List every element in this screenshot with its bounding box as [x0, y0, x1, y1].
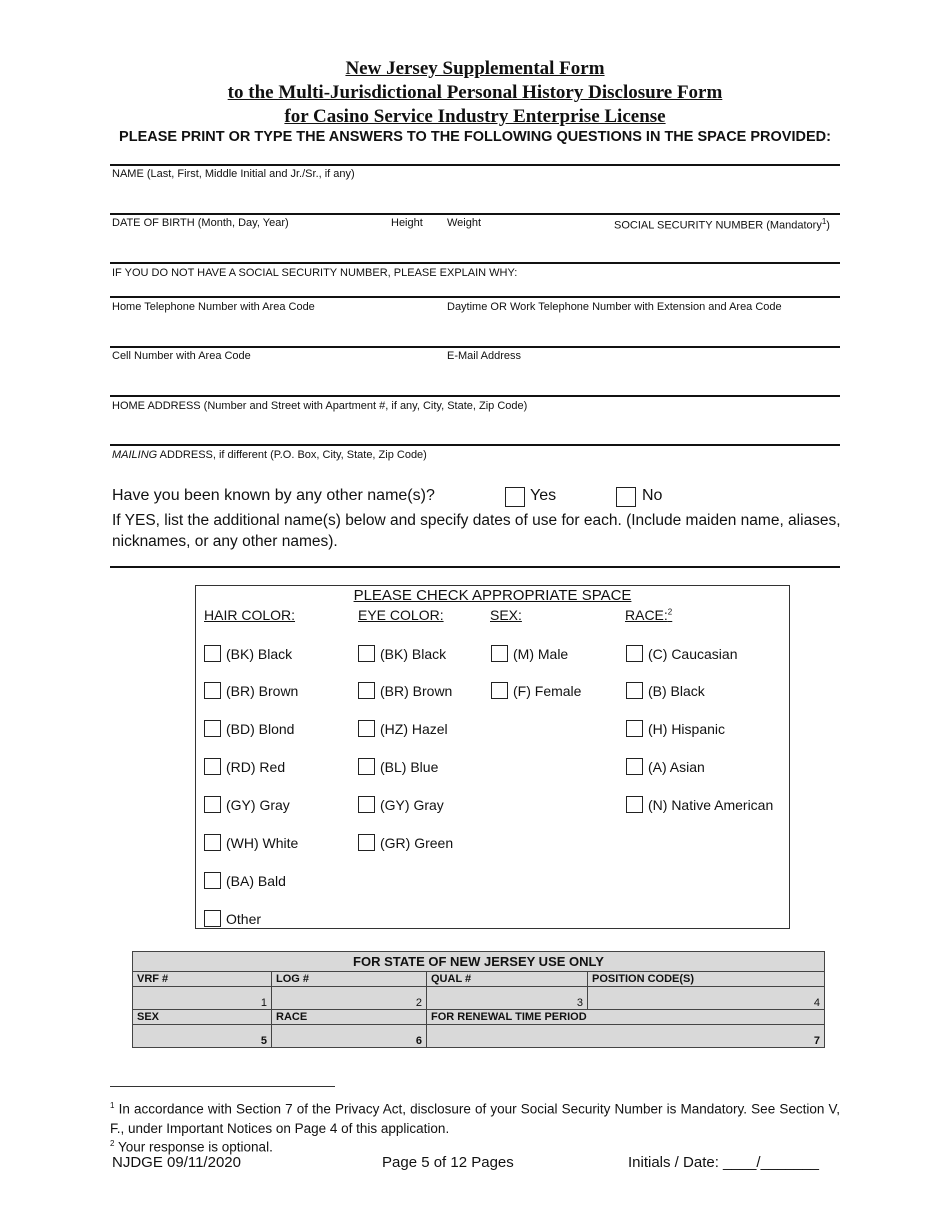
checkbox[interactable]	[358, 758, 375, 775]
checkbox[interactable]	[491, 645, 508, 662]
race-option[interactable]: (H) Hispanic	[626, 720, 725, 737]
hair-option[interactable]: (BK) Black	[204, 645, 292, 662]
hair-option[interactable]: (BR) Brown	[204, 682, 298, 699]
state-use-table	[132, 951, 825, 1048]
hair-option[interactable]: (BA) Bald	[204, 872, 286, 889]
no-label: No	[642, 487, 663, 504]
sex-header-cell: SEX	[133, 1010, 272, 1025]
height-field-label: Height	[391, 217, 423, 229]
checkbox[interactable]	[358, 720, 375, 737]
checkbox[interactable]	[358, 682, 375, 699]
panel-title: PLEASE CHECK APPROPRIATE SPACE	[353, 587, 632, 604]
cell-field-label: Cell Number with Area Code	[112, 350, 251, 362]
yes-label: Yes	[530, 487, 557, 504]
hair-option[interactable]: (GY) Gray	[204, 796, 290, 813]
checkbox[interactable]	[626, 758, 643, 775]
checkbox[interactable]	[204, 910, 221, 927]
divider	[110, 346, 840, 348]
other-names-no-checkbox[interactable]	[616, 487, 636, 507]
divider	[110, 296, 840, 298]
checkbox[interactable]	[491, 682, 508, 699]
eye-option[interactable]: (BK) Black	[358, 645, 446, 662]
name-field-label: NAME (Last, First, Middle Initial and Jr./Sr., if any)	[112, 168, 355, 180]
form-title-line-2: to the Multi-Jurisdictional Personal History Disclosure Form	[227, 82, 723, 103]
divider	[110, 395, 840, 397]
checkbox[interactable]	[358, 796, 375, 813]
divider	[110, 213, 840, 215]
log-cell: 2	[272, 987, 427, 1010]
mailing-address-field-label: MAILING ADDRESS, if different (P.O. Box, City, State, Zip Code)	[112, 449, 427, 461]
eye-option[interactable]: (BR) Brown	[358, 682, 452, 699]
sex-option[interactable]: (F) Female	[491, 682, 581, 699]
page-number: Page 5 of 12 Pages	[382, 1154, 514, 1171]
checkbox[interactable]	[358, 645, 375, 662]
work-phone-field-label: Daytime OR Work Telephone Number with Extension and Area Code	[447, 301, 782, 313]
checkbox[interactable]	[204, 682, 221, 699]
race-header-cell: RACE	[272, 1010, 427, 1025]
race-cell: 6	[272, 1025, 427, 1048]
checkbox[interactable]	[204, 645, 221, 662]
position-codes-header: POSITION CODE(S)	[588, 972, 825, 987]
hair-option[interactable]: Other	[204, 910, 261, 927]
initials-date: Initials / Date: ____/_______	[628, 1154, 819, 1171]
qual-cell: 3	[427, 987, 588, 1010]
checkbox[interactable]	[204, 872, 221, 889]
other-names-instruction: If YES, list the additional name(s) below and specify dates of use for each. (Include maiden name, aliases, nicknames, or any other names).	[112, 512, 841, 550]
vrf-cell: 1	[133, 987, 272, 1010]
checkbox[interactable]	[626, 645, 643, 662]
hair-option[interactable]: (WH) White	[204, 834, 298, 851]
position-cell: 4	[588, 987, 825, 1010]
race-header: RACE:$^2$	[625, 607, 673, 623]
qual-header: QUAL #	[427, 972, 588, 987]
sex-header: SEX:	[490, 607, 522, 623]
checkbox[interactable]	[358, 834, 375, 851]
log-header: LOG #	[272, 972, 427, 987]
divider	[110, 164, 840, 166]
race-option[interactable]: (C) Caucasian	[626, 645, 737, 662]
vrf-header: VRF #	[133, 972, 272, 987]
form-title-line-1: New Jersey Supplemental Form	[345, 58, 605, 79]
no-ssn-field-label: IF YOU DO NOT HAVE A SOCIAL SECURITY NUMBER, PLEASE EXPLAIN WHY:	[112, 267, 518, 279]
weight-field-label: Weight	[447, 217, 482, 229]
other-names-question: Have you been known by any other name(s)?	[112, 487, 435, 504]
form-title-line-3: for Casino Service Industry Enterprise License	[284, 106, 666, 127]
eye-option[interactable]: (HZ) Hazel	[358, 720, 448, 737]
hair-color-header: HAIR COLOR:	[204, 607, 296, 623]
eye-option[interactable]: (BL) Blue	[358, 758, 438, 775]
race-option[interactable]: (B) Black	[626, 682, 705, 699]
checkbox[interactable]	[204, 796, 221, 813]
eye-option[interactable]: (GY) Gray	[358, 796, 444, 813]
sex-option[interactable]: (M) Male	[491, 645, 568, 662]
renewal-cell: 7	[427, 1025, 825, 1048]
instructions: PLEASE PRINT OR TYPE THE ANSWERS TO THE FOLLOWING QUESTIONS IN THE SPACE PROVIDED:	[119, 129, 831, 145]
checkbox[interactable]	[626, 720, 643, 737]
divider	[110, 444, 840, 446]
email-field-label: E-Mail Address	[447, 350, 521, 362]
ssn-field-label: SOCIAL SECURITY NUMBER (Mandatory$^1$)	[614, 217, 830, 232]
home-phone-field-label: Home Telephone Number with Area Code	[112, 301, 315, 313]
sex-cell: 5	[133, 1025, 272, 1048]
hair-option[interactable]: (RD) Red	[204, 758, 285, 775]
renewal-header: FOR RENEWAL TIME PERIOD	[427, 1010, 825, 1025]
other-names-yes-checkbox[interactable]	[505, 487, 525, 507]
hair-option[interactable]: (BD) Blond	[204, 720, 294, 737]
checkbox[interactable]	[626, 682, 643, 699]
dob-field-label: DATE OF BIRTH (Month, Day, Year)	[112, 217, 289, 229]
footnote-divider	[110, 1086, 335, 1087]
checkbox[interactable]	[626, 796, 643, 813]
eye-color-header: EYE COLOR:	[358, 607, 444, 623]
race-option[interactable]: (N) Native American	[626, 796, 773, 813]
footnote-2: $^2$ Your response is optional.	[110, 1139, 273, 1155]
checkbox[interactable]	[204, 758, 221, 775]
checkbox[interactable]	[204, 834, 221, 851]
divider	[110, 262, 840, 264]
footnote-1: $^1$ In accordance with Section 7 of the Privacy Act, disclosure of your Social Security Number is Mandatory. See Section V, F., under Important Notices on Page 4 of this application.	[110, 1101, 840, 1136]
state-use-title: FOR STATE OF NEW JERSEY USE ONLY	[133, 952, 825, 972]
divider	[110, 566, 840, 568]
eye-option[interactable]: (GR) Green	[358, 834, 453, 851]
home-address-field-label: HOME ADDRESS (Number and Street with Apartment #, if any, City, State, Zip Code)	[112, 400, 528, 412]
race-option[interactable]: (A) Asian	[626, 758, 705, 775]
form-id: NJDGE 09/11/2020	[112, 1154, 241, 1171]
checkbox[interactable]	[204, 720, 221, 737]
